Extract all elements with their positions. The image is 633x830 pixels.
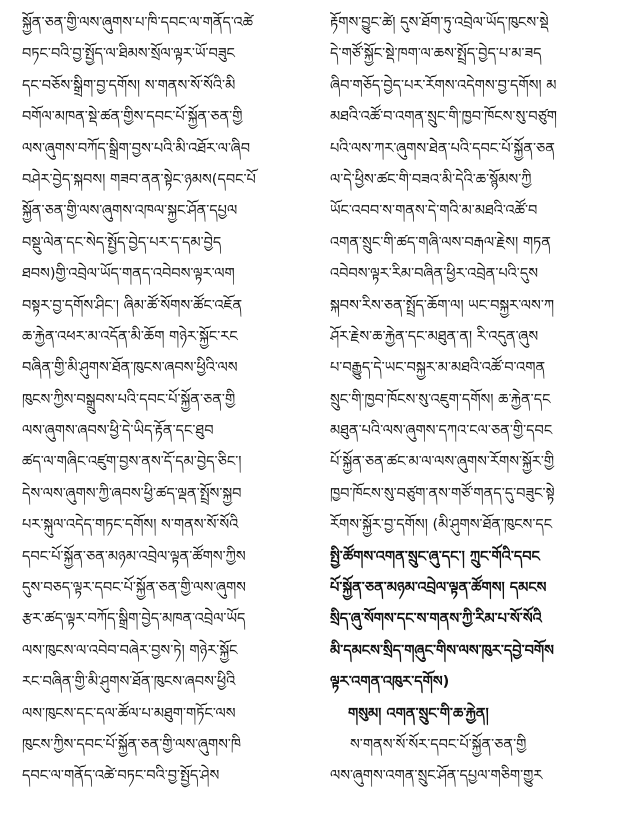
- text-line: ཐབས)གྱི་འབྲེལ་ཡོད་གནད་འབེབས་ལྟར་ལག: [22, 266, 235, 283]
- text-line: མི་དམངས་སྲིད་གཞུང་གིས་ལས་ཁུར་དབྱེ་བགོས: [330, 642, 554, 659]
- text-line: ལས་ཁུངས་དང་དལ་ཚོལ་པ་མཐུག་གཏོང་ལས: [22, 705, 236, 722]
- text-line: བསྡུ་ལེན་དང་སེད་སྤྱོད་བྱེད་པར་ད་དམ་བྱེད: [22, 234, 222, 251]
- text-line: ལས་ཞུགས་འགན་སྲུང་ཤོན་དཔྱལ་གཅིག་གྱུར: [330, 768, 543, 785]
- text-line: བགོལ་མཁན་སྡེ་ཚན་གྱིས་དབང་པོ་སྐྱོན་ཅན་གྱི: [22, 109, 243, 126]
- text-line: ལས་ཞུགས་ཞབས་ཕྱི་དེ་ཡིད་རྟོན་དང་ཐུབ: [22, 423, 214, 440]
- text-line: པོ་སྐྱོན་ཅན་ཚང་མ་ལ་ལས་ཞུགས་རོགས་སྐྱོར་གྱི: [330, 454, 555, 471]
- text-line: པ་བརྒྱུད་དེ་ཡང་བསྐྱར་མ་མཐའི་འཚོ་བ་འགན: [330, 360, 546, 377]
- text-line: སྐྱོན་ཅན་གྱི་ལས་ཞུགས་པ་ཁི་དབང་ལ་གནོད་འཚེ: [22, 15, 253, 31]
- text-line: ཤོར་རྗེས་ཆ་རྐྱེན་དང་མཐུན་ན། རི་འདུན་ཞུས: [330, 328, 539, 345]
- text-line: པར་སྐུལ་འདེད་གཏང་དགོས། ས་གནས་སོ་སོའི: [22, 517, 239, 534]
- text-line: སྤྱི་ཚོགས་འགན་སྲུང་ཞུ་དང༌། ཀྲུང་གོའི་དབང: [330, 548, 540, 565]
- text-line: རྩར་ཚད་ལྟར་བཀོད་སྒྲིག་བྱེད་མཁན་འབྲེལ་ཡོད: [22, 611, 246, 628]
- text-line: ཆ་རྐྱེན་འཕར་མ་འདོན་མི་ཆོག གཉེར་སྐྱོང་རང: [22, 328, 238, 345]
- text-line: ལྟར་འགན་འཁུར་དགོས): [330, 674, 450, 691]
- text-line: བཤེར་བྱེད་སྐབས། གཟབ་ནན་སྟེང་ཉམས(དབང་པོ: [22, 171, 256, 188]
- right-text-column: [330, 8, 626, 793]
- text-line: དུས་བཅད་ལྟར་དབང་པོ་སྐྱོན་ཅན་གྱི་ལས་ཞུགས: [22, 580, 246, 597]
- text-line: ས་གནས་སོ་སོར་དབང་པོ་སྐྱོན་ཅན་གྱི: [350, 736, 527, 753]
- text-line: བཏང་བའི་བྱ་སྤྱོད་ལ་ཐིམས་སྲོལ་ལྟར་ཡོ་བཟུང: [22, 46, 235, 63]
- text-line: དེས་ལས་ཞུགས་ཀྱི་ཞབས་ཕྱི་ཚད་ལྡན་སྤྲོས་སྐྱབ: [22, 485, 242, 502]
- text-line: རོགས་སྐྱོར་བྱ་དགོས། (མི་ཤུགས་ཐོན་ཁུངས་དང: [330, 517, 553, 534]
- text-line: ལས་ཁུངས་ལ་འབེབ་བཞེར་བྱས་ཏེ། གཉེར་སྐྱོང: [22, 642, 238, 659]
- text-line: པའི་ལས་ཀར་ཞུགས་ཐེན་པའི་དབང་པོ་སྐྱོན་ཅན: [330, 140, 555, 157]
- text-line: ལས་ཞུགས་བཀོད་སྒྲིག་བྱས་པའི་མི་འཐོར་ལ་ཞིབ: [22, 140, 251, 157]
- text-line: ལ་དེ་ཕྱིས་ཚང་གི་བཟའ་མི་དེའི་ཆ་སྙོམས་ཀྱི: [330, 171, 532, 188]
- text-line: པོ་སྐྱོན་ཅན་མཉམ་འབྲེལ་ལྟན་ཚོགས། དམངས: [330, 580, 547, 597]
- text-line: རང་བཞིན་གྱི་མི་ཤུགས་ཐོན་ཁུངས་ཞབས་ཕྱིའི: [22, 674, 236, 691]
- text-line: འབེབས་ལྟར་རིམ་བཞིན་ཕྱིར་འབྲེན་པའི་དུས: [330, 266, 539, 283]
- text-line: དང་བཅོས་སྒྲིག་བྱ་དགོས། ས་གནས་སོ་སོའི་མི: [22, 77, 236, 94]
- text-line: མཐའི་འཚོ་བ་འགན་སྲུང་གི་ཁྱབ་ཁོངས་སུ་བཙུག: [330, 109, 557, 126]
- text-line: ཁུངས་ཀྱིས་དབང་པོ་སྐྱོན་ཅན་གྱི་ལས་ཞུགས་ཁི: [22, 736, 242, 753]
- text-line: དབང་ལ་གནོད་འཚེ་བཏང་བའི་བྱ་སྤྱོད་ཤེས: [22, 768, 220, 785]
- text-line: རྟོགས་བྱུང་ཚེ། དུས་ཐོག་ཏུ་འབྲེལ་ཡོད་ཁུངས་སྡེ: [330, 15, 549, 31]
- text-line: དེ་གཙོ་སྐྱོང་སྡེ་ཁག་ལ་ཆས་སྤྲོད་བྱེད་པ་མ་ཟད: [330, 46, 542, 63]
- text-line: བཞིན་གྱི་མི་ཤུགས་ཐོན་ཁུངས་ཞབས་ཕྱིའི་ལས: [22, 360, 238, 377]
- text-line: མཐུན་པའི་ལས་ཞུགས་དཀའ་ངལ་ཅན་གྱི་དབང: [330, 423, 553, 440]
- text-line: ཞིབ་གཅོད་བྱེད་པར་རོགས་འདེགས་བྱ་དགོས། མ: [330, 77, 557, 94]
- text-line: ཚད་ལ་གཞིང་འཛུག་བྱས་ནས་དོ་དམ་བྱེད་ཅིང༌།: [22, 454, 242, 471]
- text-line: ཁུངས་ཀྱིས་བསྒྲུབས་པའི་དབང་པོ་སྐྱོན་ཅན་གྱི: [22, 391, 236, 408]
- text-line: ཡོང་འབབ་ས་གནས་དེ་གའི་མ་མཐའི་འཚོ་བ: [330, 203, 538, 220]
- text-line: སྐབས་རིས་ཅན་སྤྲོད་ཆོག་ལ། ཡང་བསྐྱར་ལས་ཀ: [330, 297, 555, 314]
- section-heading: གསུམ། འགན་སྲུང་གི་ཆ་རྐྱེན།: [348, 705, 489, 722]
- left-text-column: [22, 8, 318, 793]
- text-line: འགན་སྲུང་གི་ཚད་གཞི་ལས་བརྒལ་རྗེས། གཏན: [330, 234, 551, 251]
- text-line: བསྟར་བྱ་དགོས་ཤིང༌། ཞིམ་ཚོ་སོགས་ཚོང་འཇོན: [22, 297, 243, 314]
- text-line: སྲུང་གི་ཁྱབ་ཁོངས་སུ་འཇུག་དགོས། ཆ་རྐྱེན་དང: [330, 391, 551, 408]
- text-line: ཁྱབ་ཁོངས་སུ་བཙུག་ནས་གཙོ་གནད་དུ་བཟུང་སྟེ: [330, 485, 555, 502]
- text-line: དབང་པོ་སྐྱོན་ཅན་མཉམ་འབྲེལ་ལྟན་ཚོགས་ཀྱིས: [22, 548, 246, 565]
- text-line: སྲིད་ཞུ་སོགས་དང་ས་གནས་ཀྱི་རིམ་པ་སོ་སོའི: [330, 611, 542, 628]
- text-line: སྐྱོན་ཅན་གྱི་ལས་ཞུགས་འཁལ་སྐྱང་ཤོན་དཔྱལ: [22, 203, 238, 220]
